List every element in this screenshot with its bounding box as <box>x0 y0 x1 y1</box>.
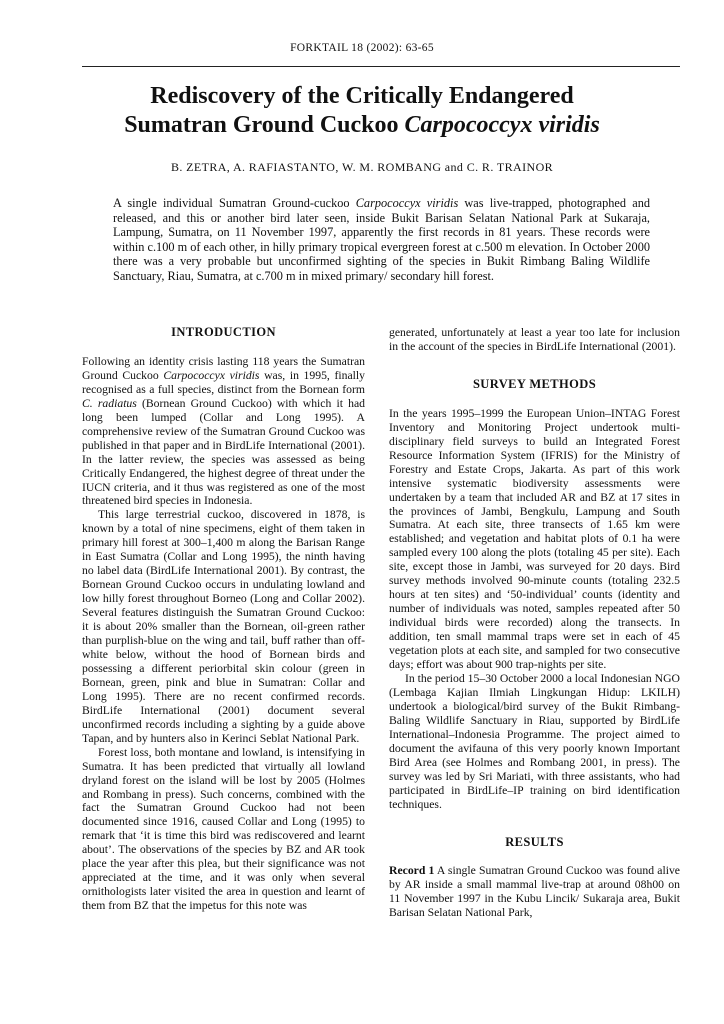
intro-p1-species: Carpococcyx viridis <box>163 368 260 382</box>
intro-paragraph-2: This large terrestrial cuckoo, discovered in 1878, is known by a total of nine specimens, eight of them taken in primary hill forest at 300–1,400 m along the Barisan Range in East Sumatra (Collar and Long 1995), the ninth having no label data (BirdLife International 2001). By contrast, the Bornean Ground Cuckoo occurs in undulating lowland and low hilly forest throughout Borneo (Long and Collar 2002). Several features distinguish the Sumatran Ground Cuckoo: it is about 20% smaller than the Bornean, oil-green rather than purplish-blue on the wing and tail, buff rather than off-white below, without the hood of Bornean birds and possessing a different periorbital skin colour (green in Bornean, green, pink and blue in Sumatran: Collar and Long 1995). There are no recent confirmed records. BirdLife International (2001) document several unconfirmed records including a sighting by a guide above Tapan, and by hunters also in Kerinci Seblat National Park. <box>82 508 365 745</box>
intro-paragraph-1 <box>82 355 365 508</box>
intro-p1-text-b: was, in 1995, finally recognised as a full species, distinct from the Bornean form <box>82 368 365 396</box>
survey-paragraph-1: In the years 1995–1999 the European Union–INTAG Forest Inventory and Monitoring Project undertook multi-disciplinary field surveys to build an Integrated Forest Resource Information System (IFRIS) for the Ministry of Forestry and Estate Crops, Jakarta. As part of this work intensive systematic biodiversity assessments were undertaken by a team that included AR and BZ at 17 sites in the provinces of Jambi, Bengkulu, Lampung and South Sumatra. At each site, three transects of 1.65 km were established; and vegetation and habitat plots of 0.1 ha were sampled every 100 along the plots (totaling 45 per site). Each site, except those in Jambi, was surveyed for 20 days. Bird survey methods involved 90-minute counts (totaling 232.5 hours at ten sites) and ‘50-individual’ counts (identity and number of individuals was noted, samples repeated after 50 individual birds were recorded) along the transects. In addition, ten small mammal traps were set in each of 45 vegetation plots at each site, and sampled for two consecutive days; effort was about 900 trap-nights per site. <box>389 406 680 672</box>
record-text: A single Sumatran Ground Cuckoo was found alive by AR inside a small mammal live-trap at around 08h00 on 11 November 1997 in the Kubu Lincik/ Sukaraja area, Bukit Barisan Selatan National Park, <box>389 864 680 920</box>
results-paragraph-1 <box>389 864 680 920</box>
record-label: Record 1 <box>389 864 435 878</box>
right-column <box>389 326 680 920</box>
intro-paragraph-3-continued: generated, unfortunately at least a year too late for inclusion in the account of the species in BirdLife International (2001). <box>389 326 680 353</box>
author-list: B. ZETRA, A. RAFIASTANTO, W. M. ROMBANG and C. R. TRAINOR <box>170 160 554 174</box>
intro-paragraph-3: Forest loss, both montane and lowland, is intensifying in Sumatra. It has been predicted that virtually all lowland dryland forest on the island will be lost by 2005 (Holmes and Rombang in press). Such concerns, combined with the fact the Sumatran Ground Cuckoo had not been documented since 1916, caused Collar and Long (1995) to remark that ‘it is time this bird was rediscovered and learnt about’. The observations of the species by BZ and AR took place the year after this plea, but their significance was not appreciated at the time, and it was only when several ornithologists later visited the area in question and learnt of them from BZ that the impetus for this note was <box>82 745 365 913</box>
title-line-2: Sumatran Ground Cuckoo <box>124 112 405 138</box>
title-line-1: Rediscovery of the Critically Endangered <box>150 83 574 109</box>
intro-p1-text-c: (Bornean Ground Cuckoo) with which it had long been lumped (Collar and Long 1995). A comprehensive review of the Sumatran Ground Cuckoo was published in that paper and in BirdLife International (2001). In the latter review, the species was assessed as being Critically Endangered, the highest degree of threat under the IUCN criteria, and it thus was registered as one of the most threatened bird species in Indonesia. <box>82 396 365 508</box>
abstract-species: Carpococcyx viridis <box>355 196 459 210</box>
intro-p1-species-2: C. radiatus <box>82 396 137 410</box>
abstract-text-1: A single individual Sumatran Ground-cuckoo <box>113 196 356 210</box>
heading-introduction: INTRODUCTION <box>171 325 276 339</box>
intro-p1-text-a: Following an identity crisis lasting 118 years the Sumatran Ground Cuckoo <box>82 354 365 382</box>
heading-results: RESULTS <box>505 834 564 849</box>
running-head: FORKTAIL 18 (2002): 63-65 <box>290 42 434 54</box>
title-species-name: Carpococcyx viridis <box>404 112 600 138</box>
heading-survey-methods: SURVEY METHODS <box>472 376 597 391</box>
survey-paragraph-2: In the period 15–30 October 2000 a local Indonesian NGO (Lembaga Kajian Ilmiah Lingkungan Hidup: LKILH) undertook a biological/bird survey of the Bukit Rimbang-Baling Wildlife Sanctuary in Riau, supported by BirdLife International–Indonesia Programme. The project aimed to document the avifauna of this very poorly known Important Bird Area (see Holmes and Rombang 2001, in press). The survey was led by Sri Mariati, with three assistants, who had participated in BirdLife–IP training on bird identification techniques. <box>389 671 680 811</box>
left-column <box>82 326 365 913</box>
article-title <box>60 82 664 140</box>
abstract-text-2: was live-trapped, photographed and released, and this or another bird later seen, inside Bukit Barisan Selatan National Park at Sukaraja, Lampung, Sumatra, on 11 November 1997, apparently the first records in 81 years. These records were within c.100 m of each other, in hilly primary tropical evergreen forest at c.500 m elevation. In October 2000 there was a very probable but unconfirmed sighting of the species in Bukit Rimbang Baling Wildlife Sanctuary, Riau, Sumatra, at c.700 m in mixed primary/ secondary hill forest. <box>113 196 650 283</box>
header-rule <box>82 66 680 67</box>
abstract <box>113 196 650 284</box>
